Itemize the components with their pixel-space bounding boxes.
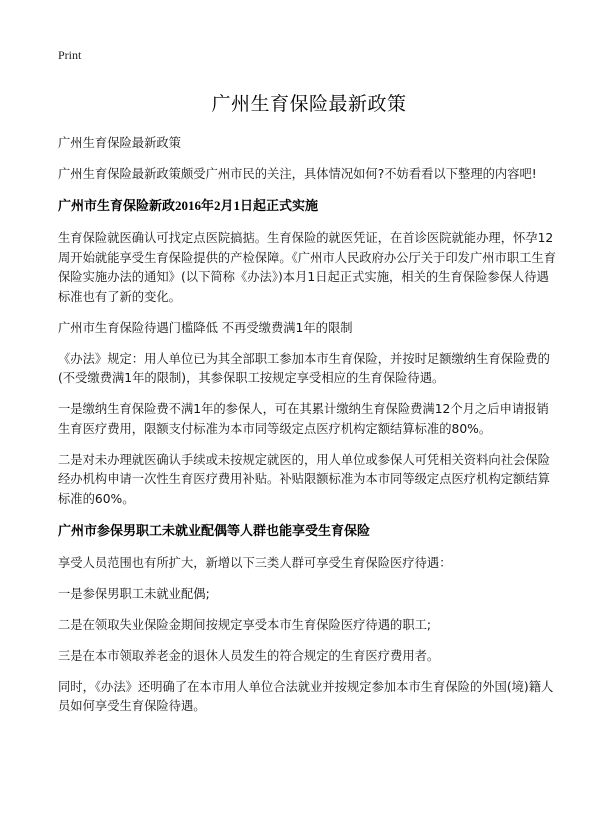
body-paragraph: 二是对未办理就医确认手续或未按规定就医的，用人单位或参保人可凭相关资料向社会保险经办机构申请一次性生育医疗费用补贴。补贴限额标准为本市同等级定点医疗机构定额结算标准的60%。 — [58, 452, 550, 506]
body-paragraph: 同时，《办法》还明确了在本市用人单位合法就业并按规定参加本市生育保险的外国(境)籍人员如何享受生育保险待遇。 — [58, 679, 554, 713]
section-heading: 广州市生育保险新政2016年2月1日起正式实施 — [58, 198, 319, 213]
list-item: 三是在本市领取养老金的退休人员发生的符合规定的生育医疗费用者。 — [58, 648, 440, 663]
list-item: 一是参保男职工未就业配偶; — [58, 586, 210, 601]
intro-paragraph: 广州生育保险最新政策颇受广州市民的关注，具体情况如何?不妨看看以下整理的内容吧! — [58, 167, 537, 181]
body-paragraph: 生育保险就医确认可找定点医院搞掂。生育保险的就医凭证，在首诊医院就能办理，怀孕12周开始就能享受生育保险提供的产检保障。《广州市人民政府办公厅关于印发广州市职工生育保险实施办法的通知》(以下简称《办法》)本月1日起正式实施，相关的生育保险参保人待遇标准也有了新的变化。 — [58, 231, 557, 304]
intro-paragraph: 广州生育保险最新政策 — [58, 136, 181, 150]
body-paragraph: 一是缴纳生育保险费不满1年的参保人，可在其累计缴纳生育保险费满12个月之后申请报销生育医疗费用，限额支付标准为本市同等级定点医疗机构定额结算标准的80%。 — [58, 402, 549, 436]
body-paragraph: 《办法》规定：用人单位已为其全部职工参加本市生育保险，并按时足额缴纳生育保险费的(不受缴费满1年的限制)，其参保职工按规定享受相应的生育保险待遇。 — [58, 351, 550, 385]
list-item: 二是在领取失业保险金期间按规定享受本市生育保险医疗待遇的职工; — [58, 617, 432, 632]
body-paragraph: 享受人员范围也有所扩大，新增以下三类人群可享受生育保险医疗待遇： — [58, 555, 452, 570]
print-link[interactable]: Print — [58, 48, 82, 62]
body-paragraph: 广州市生育保险待遇门槛降低 不再受缴费满1年的限制 — [58, 320, 353, 335]
section-heading: 广州市参保男职工未就业配偶等人群也能享受生育保险 — [58, 522, 371, 538]
page-title: 广州生育保险最新政策 — [211, 93, 407, 115]
